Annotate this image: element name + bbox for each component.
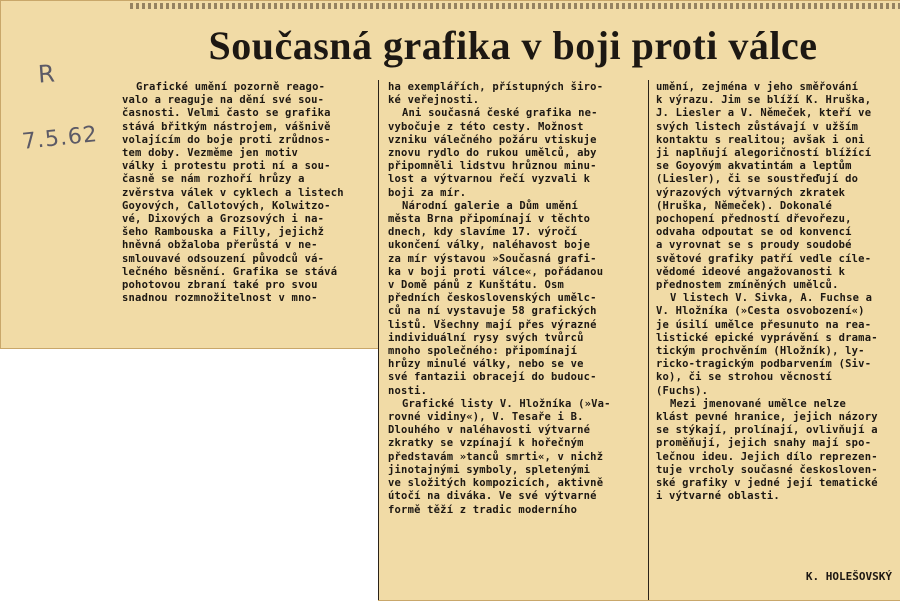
article-line: se stýkají, prolínají, ovlivňují a: [656, 424, 878, 437]
torn-edge: [130, 3, 900, 9]
article-column-3: [656, 81, 896, 504]
article-line: V. Hložníka (»Cesta osvobození«): [656, 305, 865, 318]
article-line: pohotovou zbraní také pro svou: [122, 279, 318, 292]
article-line: umění, zejména v jeho směřování: [656, 81, 859, 93]
article-line: města Brna připomínají v těchto: [388, 213, 591, 226]
column-rule: [648, 80, 649, 600]
article-line: přednostem zmíněných umělců.: [656, 279, 839, 292]
article-line: valo a reaguje na dění své sou-: [122, 94, 325, 107]
article-line: zkratky se vzpínají k hořečným: [388, 437, 584, 450]
article-line: rovné vidiny«), V. Tesaře i B.: [388, 411, 584, 424]
article-line: volajícím do boje proti zrůdnos-: [122, 133, 331, 146]
handwritten-date: 7.5.62: [20, 122, 100, 155]
article-line: kontaktu s realitou; avšak i oni: [656, 133, 865, 146]
article-line: ka v boji proti válce«, pořádanou: [388, 265, 604, 278]
article-line: klást pevné hranice, jejich názory: [656, 411, 878, 424]
article-line: ské grafiky v jedné její tematické: [656, 477, 878, 490]
article-line: ké veřejnosti.: [388, 94, 480, 107]
article-line: i výtvarné oblasti.: [656, 490, 780, 503]
article-line: lečného běsnění. Grafika se stává: [122, 265, 338, 278]
article-line: své fantazii obracejí do budouc-: [388, 371, 597, 384]
headline: Současná grafika v boji proti válce: [208, 23, 818, 68]
article-line: J. Liesler a V. Němeček, kteří ve: [656, 107, 872, 120]
article-line: zvěrstva válek v cyklech a listech: [122, 186, 344, 199]
article-line: ko), či se strohou věcností: [656, 371, 833, 384]
article-line: tem doby. Vezměme jen motiv: [122, 147, 299, 160]
article-line: šeho Rambouska a Filly, jejichž: [122, 226, 325, 239]
article-line: ve složitých kompozicích, aktivně: [388, 477, 604, 490]
handwritten-letter: R: [37, 59, 56, 89]
article-line: se Goyovým akvatintám a leptům: [656, 160, 852, 173]
article-line: snadnou rozmnožitelnost v mno-: [122, 292, 318, 305]
article-line: listické epické vyprávění s drama-: [656, 331, 878, 344]
article-line: hrůzy minulé války, nebo se ve: [388, 358, 584, 371]
article-line: (Fuchs).: [656, 384, 709, 397]
article-line: Dlouhého v naléhavosti výtvarné: [388, 424, 591, 437]
column-rule: [378, 80, 379, 600]
article-line: Národní galerie a Dům umění: [402, 199, 579, 212]
article-line: stává břitkým nástrojem, vášnivě: [122, 120, 331, 133]
article-line: tuje vrcholy současné českosloven-: [656, 463, 878, 476]
article-line: a vyrovnat se s proudy soudobé: [656, 239, 852, 252]
article-line: lost a výtvarnou řečí vyzvali k: [388, 173, 591, 186]
article-line: tickým prochvěním (Hložník), ly-: [656, 345, 865, 358]
article-line: formě těží z tradic moderního: [388, 503, 578, 516]
article-line: za mír výstavou »Současná grafi-: [388, 252, 597, 265]
article-line: ců na ní vystavuje 58 grafických: [388, 305, 597, 318]
article-line: vědomé ideové angažovanosti k: [656, 265, 846, 278]
article-line: smlouvavé odsouzení původců vá-: [122, 252, 325, 265]
article-line: připomněli lidstvu hrůznou minu-: [388, 160, 597, 173]
article-line: ha exemplářích, přístupných širo-: [388, 81, 604, 93]
article-column-1: [122, 81, 370, 305]
article-line: pochopení předností dřevořezu,: [656, 213, 852, 226]
article-line: ricko-tragickým podbarvením (Siv-: [656, 358, 872, 371]
article-line: Ani současná české grafika ne-: [402, 107, 598, 120]
article-line: k výrazu. Jim se blíží K. Hruška,: [656, 94, 872, 107]
article-line: ji naplňují alegoričností blížící: [656, 147, 872, 160]
article-line: svých listech zůstávají v užším: [656, 120, 859, 133]
article-line: předních československých umělc-: [388, 292, 597, 305]
article-column-2: [388, 81, 644, 517]
article-line: výrazových výtvarných zkratek: [656, 186, 846, 199]
article-line: individuální rysy svých tvůrců: [388, 331, 584, 344]
article-line: boji za mír.: [388, 186, 467, 199]
article-line: listů. Všechny mají přes výrazné: [388, 318, 597, 331]
article-line: V listech V. Sivka, A. Fuchse a: [670, 292, 873, 305]
article-line: v Domě pánů z Kunštátu. Osm: [388, 279, 565, 292]
article-line: války i protestu proti ní a sou-: [122, 160, 331, 173]
article-line: časně se nám rozhoří hrůzy a: [122, 173, 305, 186]
article-line: Mezi jmenované umělce nelze: [670, 397, 847, 410]
article-line: nosti.: [388, 384, 428, 397]
article-line: vybočuje z této cesty. Možnost: [388, 120, 584, 133]
article-line: časnosti. Velmi často se grafika: [122, 107, 331, 120]
article-line: dnech, kdy slavíme 17. výročí: [388, 226, 578, 239]
article-line: (Hruška, Němeček). Dokonalé: [656, 199, 833, 212]
article-line: znovu rydlo do rukou umělců, aby: [388, 147, 597, 160]
article-line: ukončení války, naléhavost boje: [388, 239, 591, 252]
article-line: světové grafiky patří vedle cíle-: [656, 252, 872, 265]
article-line: vé, Dixových a Grozsových i na-: [122, 213, 325, 226]
article-line: lečnou ideu. Jejich dílo reprezen-: [656, 450, 878, 463]
article-line: jinotajnými symboly, spletenými: [388, 463, 591, 476]
article-line: mnoho společného: připomínají: [388, 345, 578, 358]
article-line: Goyových, Callotových, Kolwitzo-: [122, 199, 331, 212]
article-line: Grafické umění pozorně reago-: [136, 81, 326, 93]
article-line: představám »tanců smrti«, v nichž: [388, 450, 604, 463]
article-line: vzniku válečného požáru vtiskuje: [388, 133, 597, 146]
author-signature: K. HOLEŠOVSKÝ: [805, 570, 892, 583]
article-line: útočí na diváka. Ve své výtvarné: [388, 490, 597, 503]
article-line: (Liesler), či se soustřeďují do: [656, 173, 859, 186]
article-line: odvaha odpoutat se od konvencí: [656, 226, 852, 239]
article-line: proměňují, jejich snahy mají spo-: [656, 437, 872, 450]
article-line: hněvná obžaloba přerůstá v ne-: [122, 239, 318, 252]
article-line: Grafické listy V. Hložníka (»Va-: [402, 397, 611, 410]
article-line: je úsilí umělce přesunuto na rea-: [656, 318, 872, 331]
